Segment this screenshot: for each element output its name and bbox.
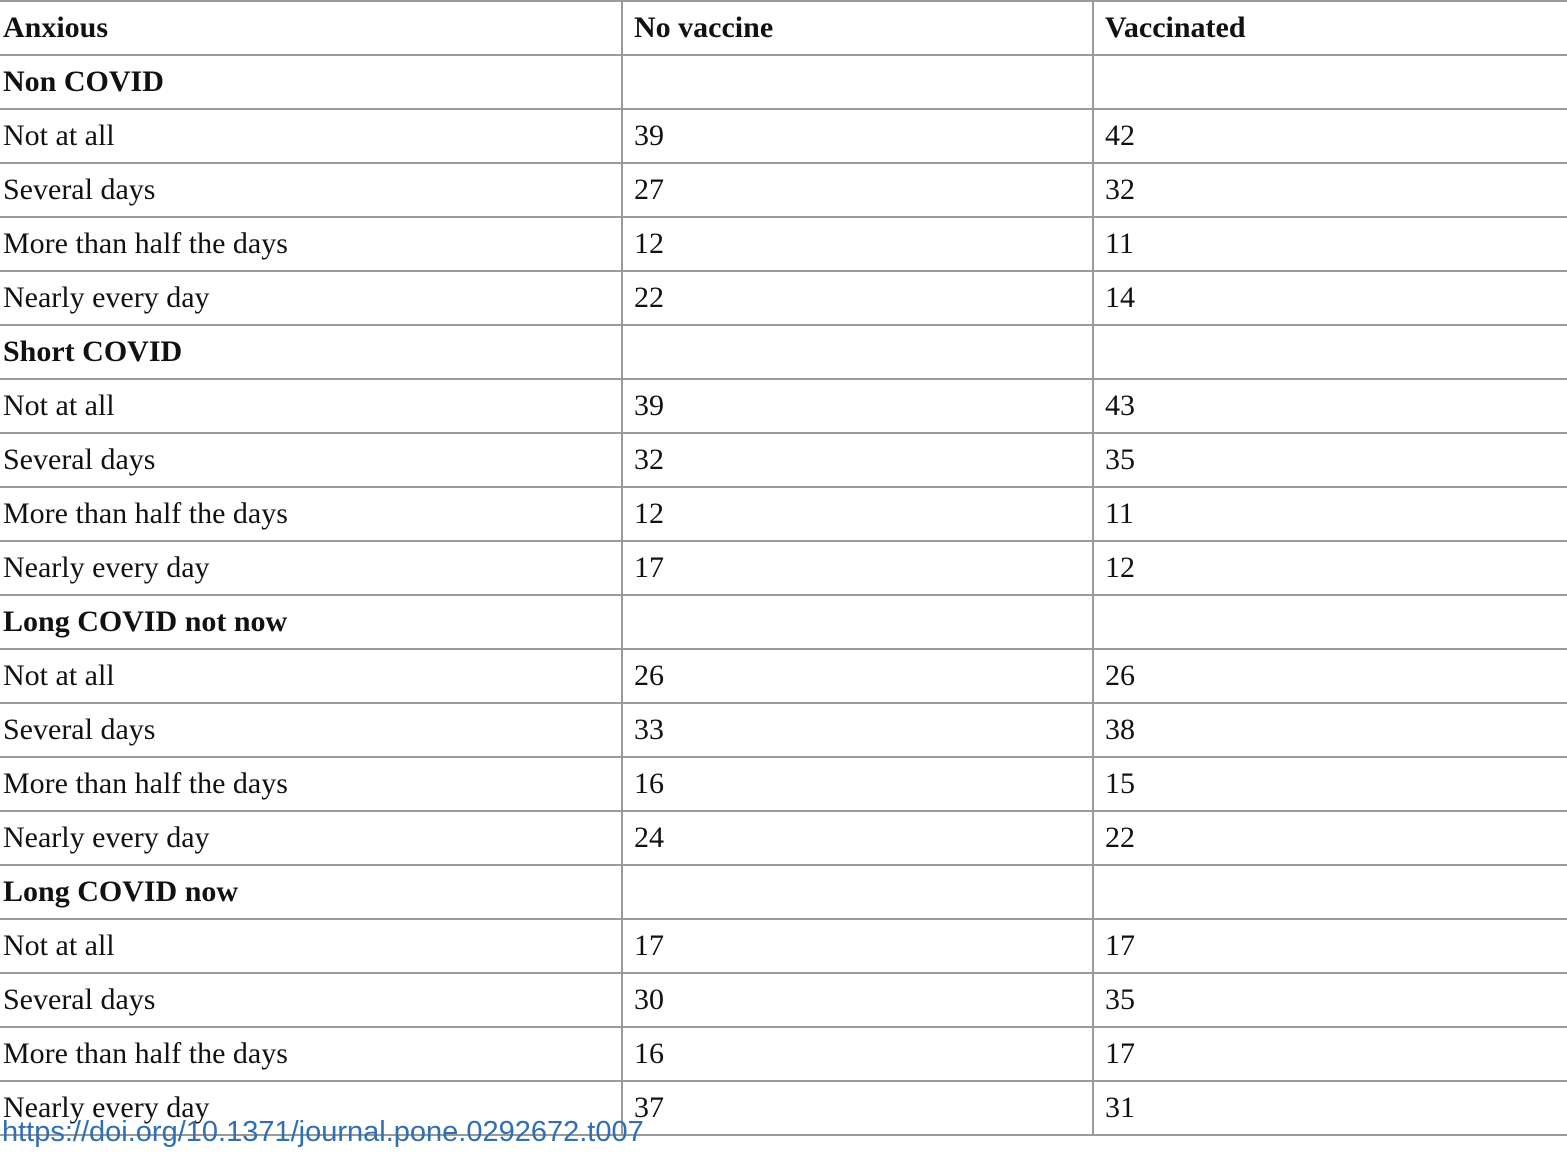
no-vaccine-value: 16: [622, 1027, 1093, 1081]
table-body: [0, 55, 1567, 1135]
table-row: [0, 109, 1567, 163]
table-row: [0, 379, 1567, 433]
group-empty-cell: [622, 325, 1093, 379]
no-vaccine-value: 26: [622, 649, 1093, 703]
row-label: More than half the days: [0, 217, 622, 271]
no-vaccine-value: 12: [622, 487, 1093, 541]
no-vaccine-value: 32: [622, 433, 1093, 487]
table-row: [0, 163, 1567, 217]
no-vaccine-value: 17: [622, 541, 1093, 595]
vaccinated-value: 11: [1093, 487, 1567, 541]
table-row: [0, 271, 1567, 325]
vaccinated-value: 17: [1093, 919, 1567, 973]
vaccinated-value: 11: [1093, 217, 1567, 271]
row-label: More than half the days: [0, 1027, 622, 1081]
table-row: [0, 649, 1567, 703]
group-empty-cell: [1093, 865, 1567, 919]
group-label: Long COVID now: [0, 865, 622, 919]
row-label: Nearly every day: [0, 541, 622, 595]
group-header-row: [0, 325, 1567, 379]
table-row: [0, 433, 1567, 487]
row-label: Several days: [0, 973, 622, 1027]
no-vaccine-value: 16: [622, 757, 1093, 811]
group-label: Short COVID: [0, 325, 622, 379]
table-row: [0, 919, 1567, 973]
group-header-row: [0, 55, 1567, 109]
vaccinated-value: 15: [1093, 757, 1567, 811]
group-header-row: [0, 595, 1567, 649]
vaccinated-value: 26: [1093, 649, 1567, 703]
group-empty-cell: [1093, 55, 1567, 109]
doi-link[interactable]: https://doi.org/10.1371/journal.pone.0292672.t007: [2, 1116, 644, 1148]
vaccinated-value: 17: [1093, 1027, 1567, 1081]
header-no-vaccine: No vaccine: [622, 1, 1093, 55]
row-label: Not at all: [0, 379, 622, 433]
group-label: Non COVID: [0, 55, 622, 109]
vaccinated-value: 12: [1093, 541, 1567, 595]
no-vaccine-value: 39: [622, 109, 1093, 163]
group-header-row: [0, 865, 1567, 919]
no-vaccine-value: 17: [622, 919, 1093, 973]
group-empty-cell: [1093, 325, 1567, 379]
table-header-row: [0, 1, 1567, 55]
group-empty-cell: [622, 865, 1093, 919]
table-row: [0, 1027, 1567, 1081]
table-row: [0, 487, 1567, 541]
vaccinated-value: 35: [1093, 973, 1567, 1027]
group-label: Long COVID not now: [0, 595, 622, 649]
group-empty-cell: [1093, 595, 1567, 649]
header-anxious: Anxious: [0, 1, 622, 55]
row-label: Several days: [0, 433, 622, 487]
no-vaccine-value: 22: [622, 271, 1093, 325]
row-label: Nearly every day: [0, 811, 622, 865]
row-label: Several days: [0, 163, 622, 217]
no-vaccine-value: 27: [622, 163, 1093, 217]
table-row: [0, 757, 1567, 811]
vaccinated-value: 22: [1093, 811, 1567, 865]
no-vaccine-value: 33: [622, 703, 1093, 757]
no-vaccine-value: 37: [622, 1081, 1093, 1135]
vaccinated-value: 31: [1093, 1081, 1567, 1135]
table-row: [0, 541, 1567, 595]
table-row: [0, 973, 1567, 1027]
vaccinated-value: 35: [1093, 433, 1567, 487]
group-empty-cell: [622, 55, 1093, 109]
header-vaccinated: Vaccinated: [1093, 1, 1567, 55]
vaccinated-value: 43: [1093, 379, 1567, 433]
row-label: Not at all: [0, 919, 622, 973]
no-vaccine-value: 24: [622, 811, 1093, 865]
vaccinated-value: 32: [1093, 163, 1567, 217]
row-label: Several days: [0, 703, 622, 757]
no-vaccine-value: 30: [622, 973, 1093, 1027]
no-vaccine-value: 12: [622, 217, 1093, 271]
table-row: [0, 811, 1567, 865]
row-label: Not at all: [0, 109, 622, 163]
row-label: More than half the days: [0, 757, 622, 811]
row-label: Nearly every day: [0, 271, 622, 325]
row-label: Nearly every day: [0, 1081, 622, 1135]
vaccinated-value: 42: [1093, 109, 1567, 163]
row-label: Not at all: [0, 649, 622, 703]
group-empty-cell: [622, 595, 1093, 649]
vaccinated-value: 14: [1093, 271, 1567, 325]
row-label: More than half the days: [0, 487, 622, 541]
table-row: [0, 217, 1567, 271]
vaccinated-value: 38: [1093, 703, 1567, 757]
no-vaccine-value: 39: [622, 379, 1093, 433]
table-row: [0, 703, 1567, 757]
